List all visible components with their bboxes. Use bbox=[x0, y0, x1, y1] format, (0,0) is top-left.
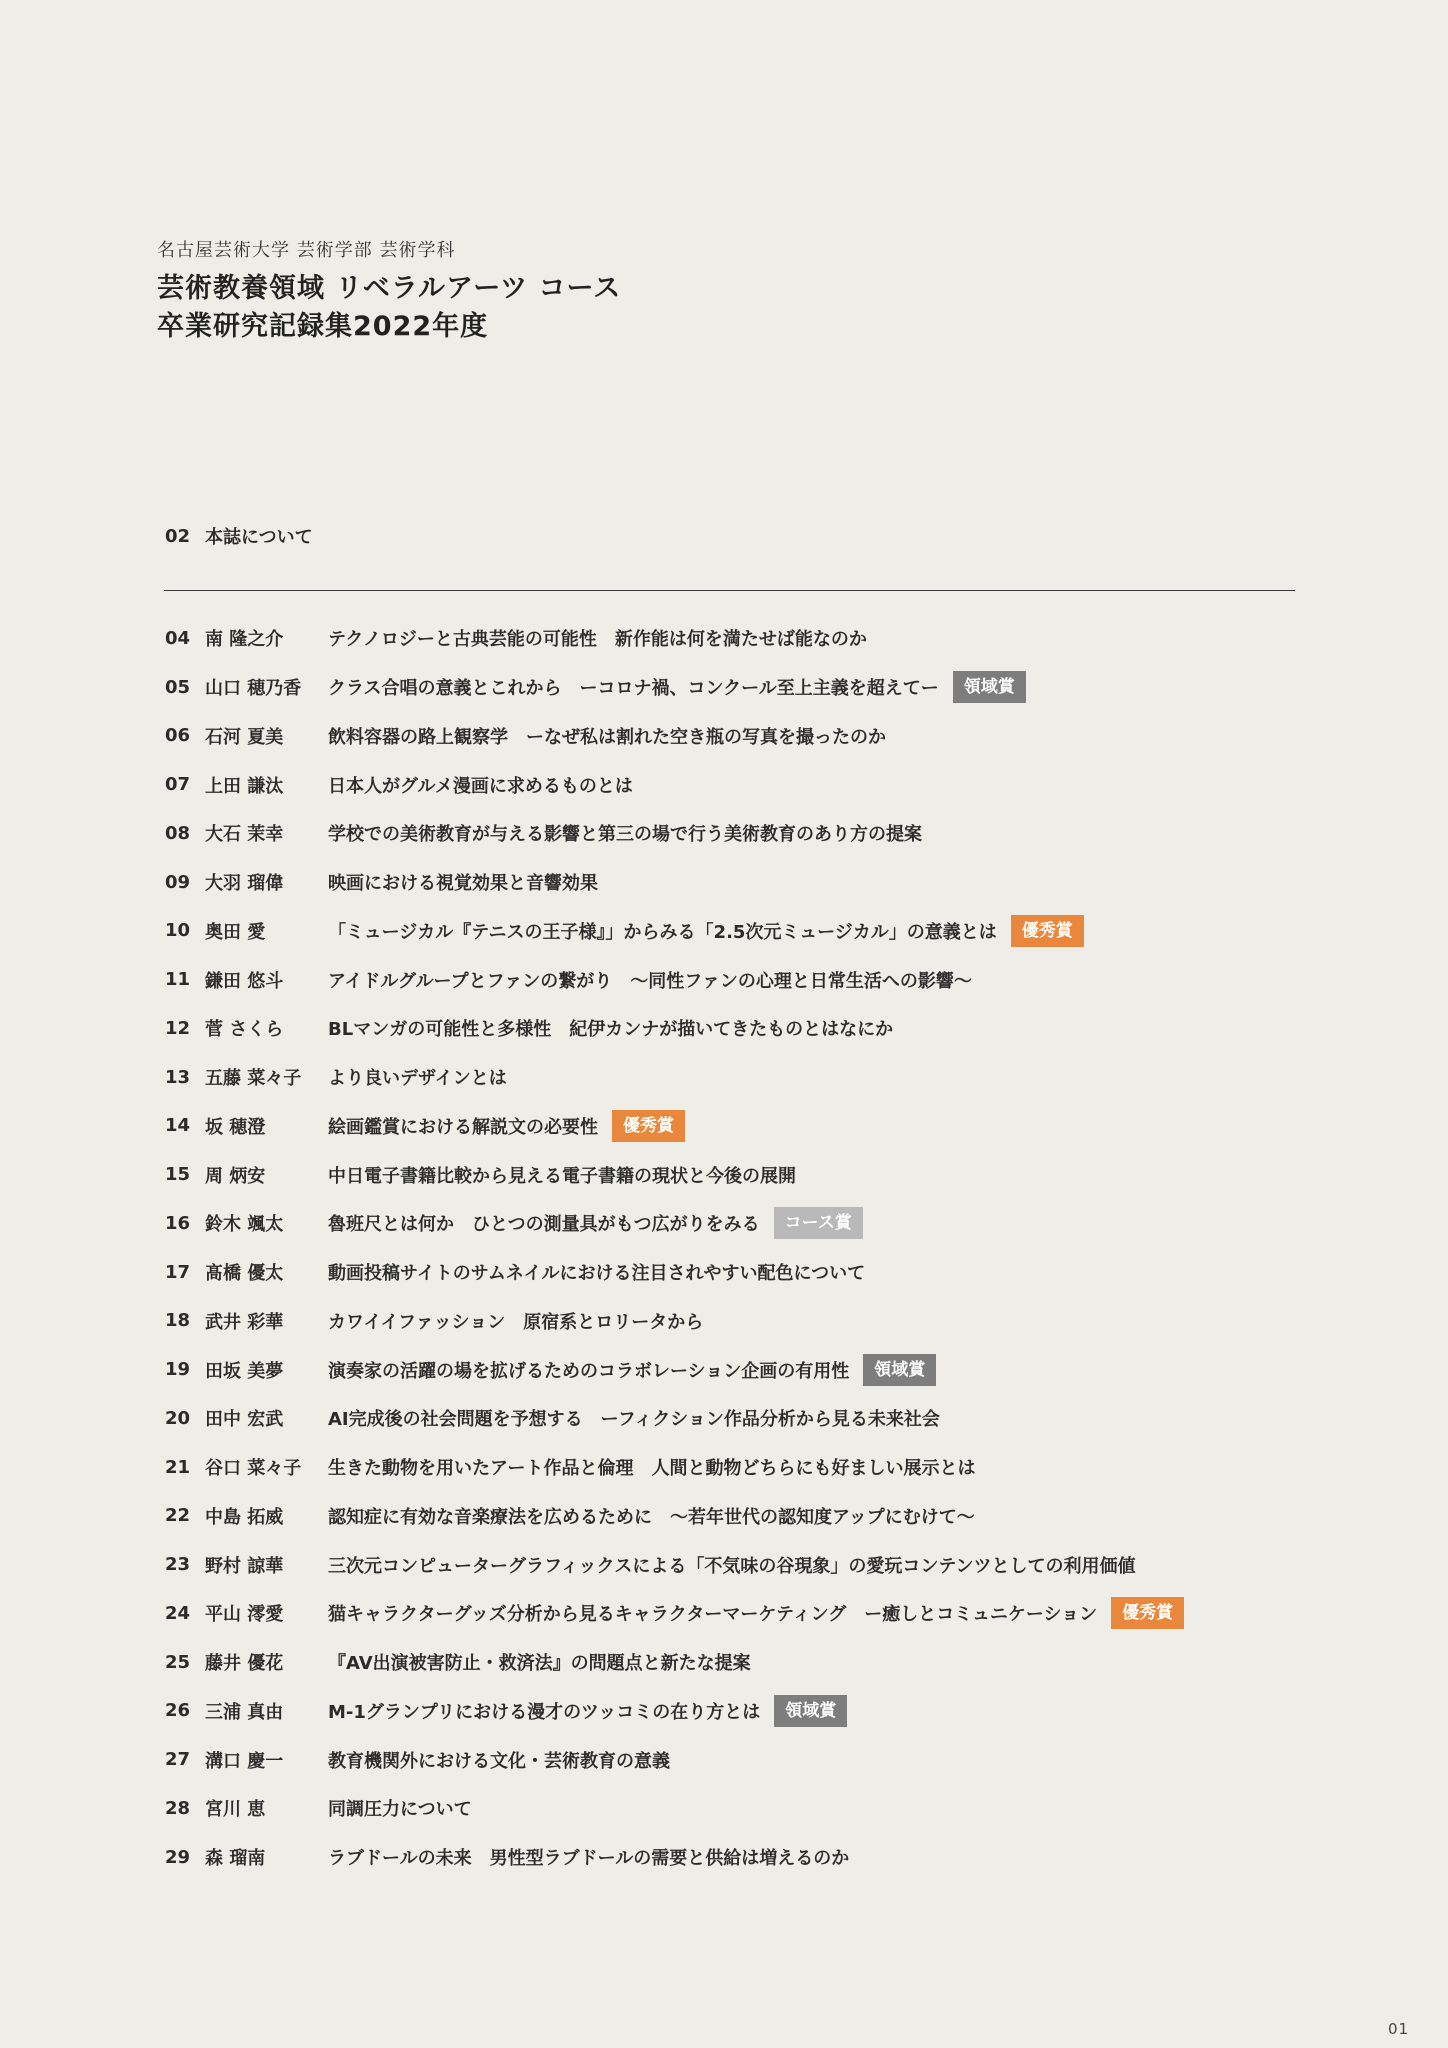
research-title: アイドルグループとファンの繋がり 〜同性ファンの心理と日常生活への影響〜 bbox=[328, 970, 972, 992]
research-title: 映画における視覚効果と音響効果 bbox=[328, 873, 598, 895]
student-name: 田中 宏武 bbox=[205, 1409, 284, 1431]
toc-page-number: 13 bbox=[165, 1066, 191, 1088]
research-title: テクノロジーと古典芸能の可能性 新作能は何を満たせば能なのか bbox=[328, 629, 867, 651]
research-title: 猫キャラクターグッズ分析から見るキャラクターマーケティング ー癒しとコミュニケーション bbox=[328, 1604, 1098, 1626]
research-title: BLマンガの可能性と多様性 紀伊カンナが描いてきたものとはなにか bbox=[328, 1019, 894, 1041]
toc-page-number: 08 bbox=[165, 822, 191, 844]
research-title: M-1グランプリにおける漫才のツッコミの在り方とは bbox=[328, 1701, 761, 1723]
toc-row[interactable] bbox=[165, 1492, 1305, 1541]
document-title-line2: 卒業研究記録集2022年度 bbox=[157, 311, 489, 342]
student-name: 三浦 真由 bbox=[205, 1701, 284, 1723]
toc-page-number: 06 bbox=[165, 725, 191, 747]
student-name: 溝口 慶一 bbox=[205, 1750, 284, 1772]
student-name: 大羽 瑠偉 bbox=[205, 873, 284, 895]
student-name: 坂 穂澄 bbox=[205, 1116, 266, 1138]
toc-page-number: 19 bbox=[165, 1359, 191, 1381]
research-title: ラブドールの未来 男性型ラブドールの需要と供給は増えるのか bbox=[328, 1848, 850, 1870]
page-number: 01 bbox=[1388, 2020, 1410, 2038]
toc-row[interactable] bbox=[165, 1638, 1305, 1687]
toc-page-number: 14 bbox=[165, 1115, 191, 1137]
research-title: 動画投稿サイトのサムネイルにおける注目されやすい配色について bbox=[328, 1263, 866, 1285]
toc-intro-entry[interactable] bbox=[165, 520, 313, 552]
student-name: 山口 穂乃香 bbox=[205, 678, 302, 700]
table-of-contents bbox=[165, 614, 1305, 1882]
toc-row[interactable] bbox=[165, 1394, 1305, 1443]
toc-page-number: 10 bbox=[165, 920, 191, 942]
research-title: 三次元コンピューターグラフィックスによる「不気味の谷現象」の愛玩コンテンツとしての利用価値 bbox=[328, 1555, 1136, 1577]
student-name: 菅 さくら bbox=[205, 1019, 284, 1041]
award-badge-course: コース賞 bbox=[774, 1207, 863, 1239]
toc-row[interactable] bbox=[165, 760, 1305, 809]
research-title: 演奏家の活躍の場を拡げるためのコラボレーション企画の有用性 bbox=[328, 1360, 850, 1382]
student-name: 大石 茉幸 bbox=[205, 824, 284, 846]
toc-row[interactable] bbox=[165, 712, 1305, 761]
toc-row[interactable] bbox=[165, 1784, 1305, 1833]
student-name: 武井 彩華 bbox=[205, 1311, 284, 1333]
toc-row[interactable] bbox=[165, 1443, 1305, 1492]
toc-row[interactable] bbox=[165, 1199, 1305, 1248]
student-name: 髙橋 優太 bbox=[205, 1263, 284, 1285]
student-name: 藤井 優花 bbox=[205, 1653, 284, 1675]
toc-row[interactable] bbox=[165, 614, 1305, 663]
student-name: 鎌田 悠斗 bbox=[205, 970, 284, 992]
document-title-line1: 芸術教養領域 リベラルアーツ コース bbox=[157, 273, 622, 304]
toc-row[interactable] bbox=[165, 955, 1305, 1004]
research-title: 同調圧力について bbox=[328, 1799, 472, 1821]
research-title: より良いデザインとは bbox=[328, 1068, 507, 1090]
toc-page-number: 27 bbox=[165, 1749, 191, 1771]
student-name: 谷口 菜々子 bbox=[205, 1458, 302, 1480]
document-header bbox=[157, 236, 621, 346]
toc-page-number: 16 bbox=[165, 1212, 191, 1234]
student-name: 森 瑠南 bbox=[205, 1848, 266, 1870]
toc-row[interactable] bbox=[165, 1150, 1305, 1199]
student-name: 上田 謙汰 bbox=[205, 775, 284, 797]
toc-row[interactable] bbox=[165, 1053, 1305, 1102]
toc-page-number: 15 bbox=[165, 1164, 191, 1186]
toc-page-number: 29 bbox=[165, 1846, 191, 1868]
toc-row[interactable] bbox=[165, 809, 1305, 858]
student-name: 鈴木 颯太 bbox=[205, 1214, 284, 1236]
award-badge-domain: 領域賞 bbox=[863, 1354, 936, 1386]
toc-page-number: 22 bbox=[165, 1505, 191, 1527]
toc-page-number: 26 bbox=[165, 1700, 191, 1722]
toc-page-number: 12 bbox=[165, 1017, 191, 1039]
research-title: クラス合唱の意義とこれから ーコロナ禍、コンクール至上主義を超えてー bbox=[328, 678, 939, 700]
toc-row[interactable] bbox=[165, 1540, 1305, 1589]
research-title: 「ミュージカル『テニスの王子様』」からみる「2.5次元ミュージカル」の意義とは bbox=[328, 921, 997, 943]
toc-row[interactable] bbox=[165, 1248, 1305, 1297]
research-title: カワイイファッション 原宿系とロリータから bbox=[328, 1311, 704, 1333]
award-badge-domain: 領域賞 bbox=[953, 671, 1026, 703]
research-title: AI完成後の社会問題を予想する ーフィクション作品分析から見る未来社会 bbox=[328, 1409, 940, 1431]
research-title: 学校での美術教育が与える影響と第三の場で行う美術教育のあり方の提案 bbox=[328, 824, 922, 846]
student-name: 野村 諒華 bbox=[205, 1555, 284, 1577]
toc-page-number: 18 bbox=[165, 1310, 191, 1332]
toc-page-number: 07 bbox=[165, 774, 191, 796]
toc-page-number: 04 bbox=[165, 627, 191, 649]
research-title: 中日電子書籍比較から見える電子書籍の現状と今後の展開 bbox=[328, 1165, 796, 1187]
toc-row[interactable] bbox=[165, 1687, 1305, 1736]
research-title: 『AV出演被害防止・救済法』の問題点と新たな提案 bbox=[328, 1653, 751, 1675]
toc-page-number: 20 bbox=[165, 1407, 191, 1429]
student-name: 中島 拓威 bbox=[205, 1506, 284, 1528]
toc-page-number: 24 bbox=[165, 1602, 191, 1624]
toc-row[interactable] bbox=[165, 858, 1305, 907]
toc-page-number: 25 bbox=[165, 1651, 191, 1673]
research-title: 教育機関外における文化・芸術教育の意義 bbox=[328, 1750, 670, 1772]
award-badge-domain: 領域賞 bbox=[774, 1695, 847, 1727]
toc-row[interactable] bbox=[165, 907, 1305, 956]
research-title: 飲料容器の路上観察学 ーなぜ私は割れた空き瓶の写真を撮ったのか bbox=[328, 726, 886, 748]
toc-row[interactable] bbox=[165, 1297, 1305, 1346]
student-name: 平山 澪愛 bbox=[205, 1604, 284, 1626]
student-name: 石河 夏美 bbox=[205, 726, 284, 748]
toc-row[interactable] bbox=[165, 1735, 1305, 1784]
toc-row[interactable] bbox=[165, 1589, 1305, 1638]
toc-page-number: 23 bbox=[165, 1554, 191, 1576]
student-name: 奥田 愛 bbox=[205, 921, 266, 943]
toc-page-number: 11 bbox=[165, 969, 191, 991]
toc-entry-label: 本誌について bbox=[205, 527, 313, 548]
section-divider bbox=[164, 590, 1295, 591]
student-name: 周 炳安 bbox=[205, 1165, 266, 1187]
toc-row[interactable] bbox=[165, 1833, 1305, 1882]
toc-page-number: 09 bbox=[165, 871, 191, 893]
institution-subtitle: 名古屋芸術大学 芸術学部 芸術学科 bbox=[157, 240, 456, 261]
toc-row[interactable] bbox=[165, 1345, 1305, 1394]
research-title: 生きた動物を用いたアート作品と倫理 人間と動物どちらにも好ましい展示とは bbox=[328, 1458, 976, 1480]
research-title: 認知症に有効な音楽療法を広めるために 〜若年世代の認知度アップにむけて〜 bbox=[328, 1506, 975, 1528]
award-badge-excellent: 優秀賞 bbox=[612, 1110, 685, 1142]
toc-page-number: 21 bbox=[165, 1456, 191, 1478]
toc-page-number: 28 bbox=[165, 1797, 191, 1819]
research-title: 日本人がグルメ漫画に求めるものとは bbox=[328, 775, 633, 797]
student-name: 五藤 菜々子 bbox=[205, 1068, 302, 1090]
student-name: 宮川 恵 bbox=[205, 1799, 266, 1821]
student-name: 田坂 美夢 bbox=[205, 1360, 284, 1382]
research-title: 魯班尺とは何か ひとつの測量具がもつ広がりをみる bbox=[328, 1214, 760, 1236]
award-badge-excellent: 優秀賞 bbox=[1011, 915, 1084, 947]
student-name: 南 隆之介 bbox=[205, 629, 284, 651]
toc-row[interactable] bbox=[165, 663, 1305, 712]
toc-page-number: 02 bbox=[165, 525, 191, 547]
research-title: 絵画鑑賞における解説文の必要性 bbox=[328, 1116, 598, 1138]
toc-page-number: 05 bbox=[165, 676, 191, 698]
toc-row[interactable] bbox=[165, 1102, 1305, 1151]
toc-page-number: 17 bbox=[165, 1261, 191, 1283]
award-badge-excellent: 優秀賞 bbox=[1111, 1597, 1184, 1629]
toc-row[interactable] bbox=[165, 1004, 1305, 1053]
